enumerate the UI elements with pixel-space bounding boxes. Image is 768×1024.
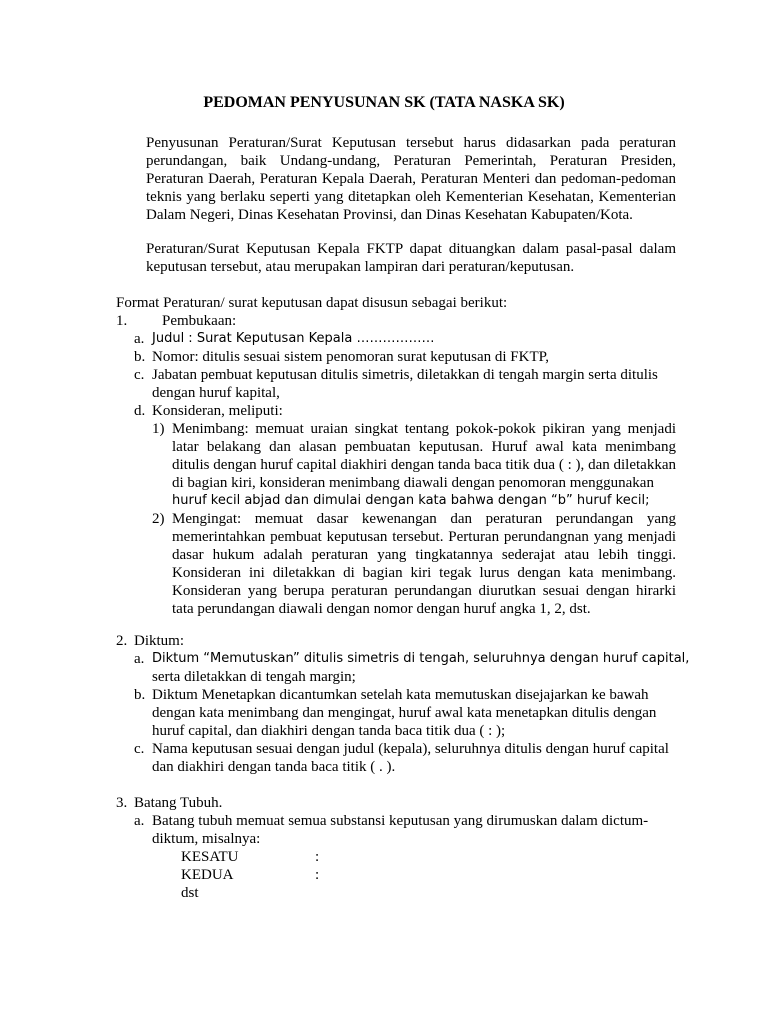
item-2a-text: Diktum “Memutuskan” ditulis simetris di tengah, seluruhnya dengan huruf capital, [152, 651, 690, 666]
section3-label: Batang Tubuh. [134, 795, 223, 811]
row-dst-label: dst [181, 885, 199, 901]
item-2a-text-cont: serta diletakkan di tengah margin; [152, 669, 356, 685]
sub-1-text: Menimbang: memuat uraian singkat tentang pokok-pokok pikiran yang menjadi latar belakang dan alasan pembuatan keputusan. Huruf awal kata menimbang ditulis dengan huruf capital diakhiri dengan tanda baca titik dua ( : ), dan diletakkan di bagian kiri, konsideran menimbang diawali dengan penomoran menggunakan [172, 421, 676, 491]
section1-label: Pembukaan: [162, 313, 237, 329]
row-kesatu-colon: : [315, 849, 320, 865]
section2-number: 2. [116, 633, 128, 649]
item-1b-text: Nomor: ditulis sesuai sistem penomoran surat keputusan di FKTP, [152, 349, 550, 365]
item-3a-text: Batang tubuh memuat semua substansi keputusan yang dirumuskan dalam dictum-diktum, misalnya: [152, 813, 649, 847]
sub-1-marker: 1) [152, 421, 165, 437]
item-1c-text: Jabatan pembuat keputusan ditulis simetris, diletakkan di tengah margin serta ditulis dengan huruf kapital, [152, 367, 658, 401]
sub-1-last-line: huruf kecil abjad dan dimulai dengan kata bahwa dengan “b” huruf kecil; [172, 493, 650, 508]
row-kedua-colon: : [315, 867, 320, 883]
section1-number: 1. [116, 313, 128, 329]
row-kedua-label: KEDUA [181, 867, 234, 883]
item-3a-marker: a. [134, 813, 145, 829]
item-1c-marker: c. [134, 367, 145, 383]
intro-paragraph-2: Peraturan/Surat Keputusan Kepala FKTP dapat dituangkan dalam pasal-pasal dalam keputusan tersebut, atau merupakan lampiran dari peraturan/keputusan. [146, 241, 676, 275]
page-title: PEDOMAN PENYUSUNAN SK (TATA NASKA SK) [203, 94, 565, 111]
sub-2-marker: 2) [152, 511, 165, 527]
intro-paragraph-1: Penyusunan Peraturan/Surat Keputusan tersebut harus didasarkan pada peraturan perundangan, baik Undang-undang, Peraturan Pemerintah, Peraturan Presiden, Peraturan Daerah, Peraturan Kepala Daerah, Peraturan Menteri dan pedoman-pedoman teknis yang berlaku seperti yang ditetapkan oleh Kementerian Kesehatan, Kementerian Dalam Negeri, Dinas Kesehatan Provinsi, dan Dinas Kesehatan Kabupaten/Kota. [146, 135, 676, 223]
item-2b-marker: b. [134, 687, 146, 703]
item-1b-marker: b. [134, 349, 146, 365]
section3-number: 3. [116, 795, 128, 811]
item-1d-marker: d. [134, 403, 146, 419]
item-2a-marker: a. [134, 651, 145, 667]
item-2c-text: Nama keputusan sesuai dengan judul (kepala), seluruhnya ditulis dengan huruf capital dan diakhiri dengan tanda baca titik ( . ). [152, 741, 669, 775]
item-2b-text: Diktum Menetapkan dicantumkan setelah kata memutuskan disejajarkan ke bawah dengan kata menimbang dan mengingat, huruf awal kata menetapkan ditulis dengan huruf capital, dan diakhiri dengan tanda baca titik dua ( : ); [152, 687, 657, 739]
row-kesatu-label: KESATU [181, 849, 239, 865]
section2-label: Diktum: [134, 633, 185, 649]
item-2c-marker: c. [134, 741, 145, 757]
item-1a-text: Judul : Surat Keputusan Kepala ……………… [152, 331, 435, 346]
sub-2-text: Mengingat: memuat dasar kewenangan dan peraturan perundangan yang memerintahkan pembuat keputusan tersebut. Perturan perundangnan yang menjadi dasar hukum adalah peraturan yang tingkatannya sederajat atau lebih tinggi. Konsideran ini diletakkan di bagian kiri tegak lurus dengan kata menimbang. Konsideran yang berupa peraturan perundangan diurutkan sesuai dengan hirarki tata perundangan diawali dengan nomor dengan huruf angka 1, 2, dst. [172, 511, 676, 617]
format-intro: Format Peraturan/ surat keputusan dapat disusun sebagai berikut: [116, 295, 508, 311]
item-1a-marker: a. [134, 331, 145, 347]
item-1d-text: Konsideran, meliputi: [152, 403, 283, 419]
